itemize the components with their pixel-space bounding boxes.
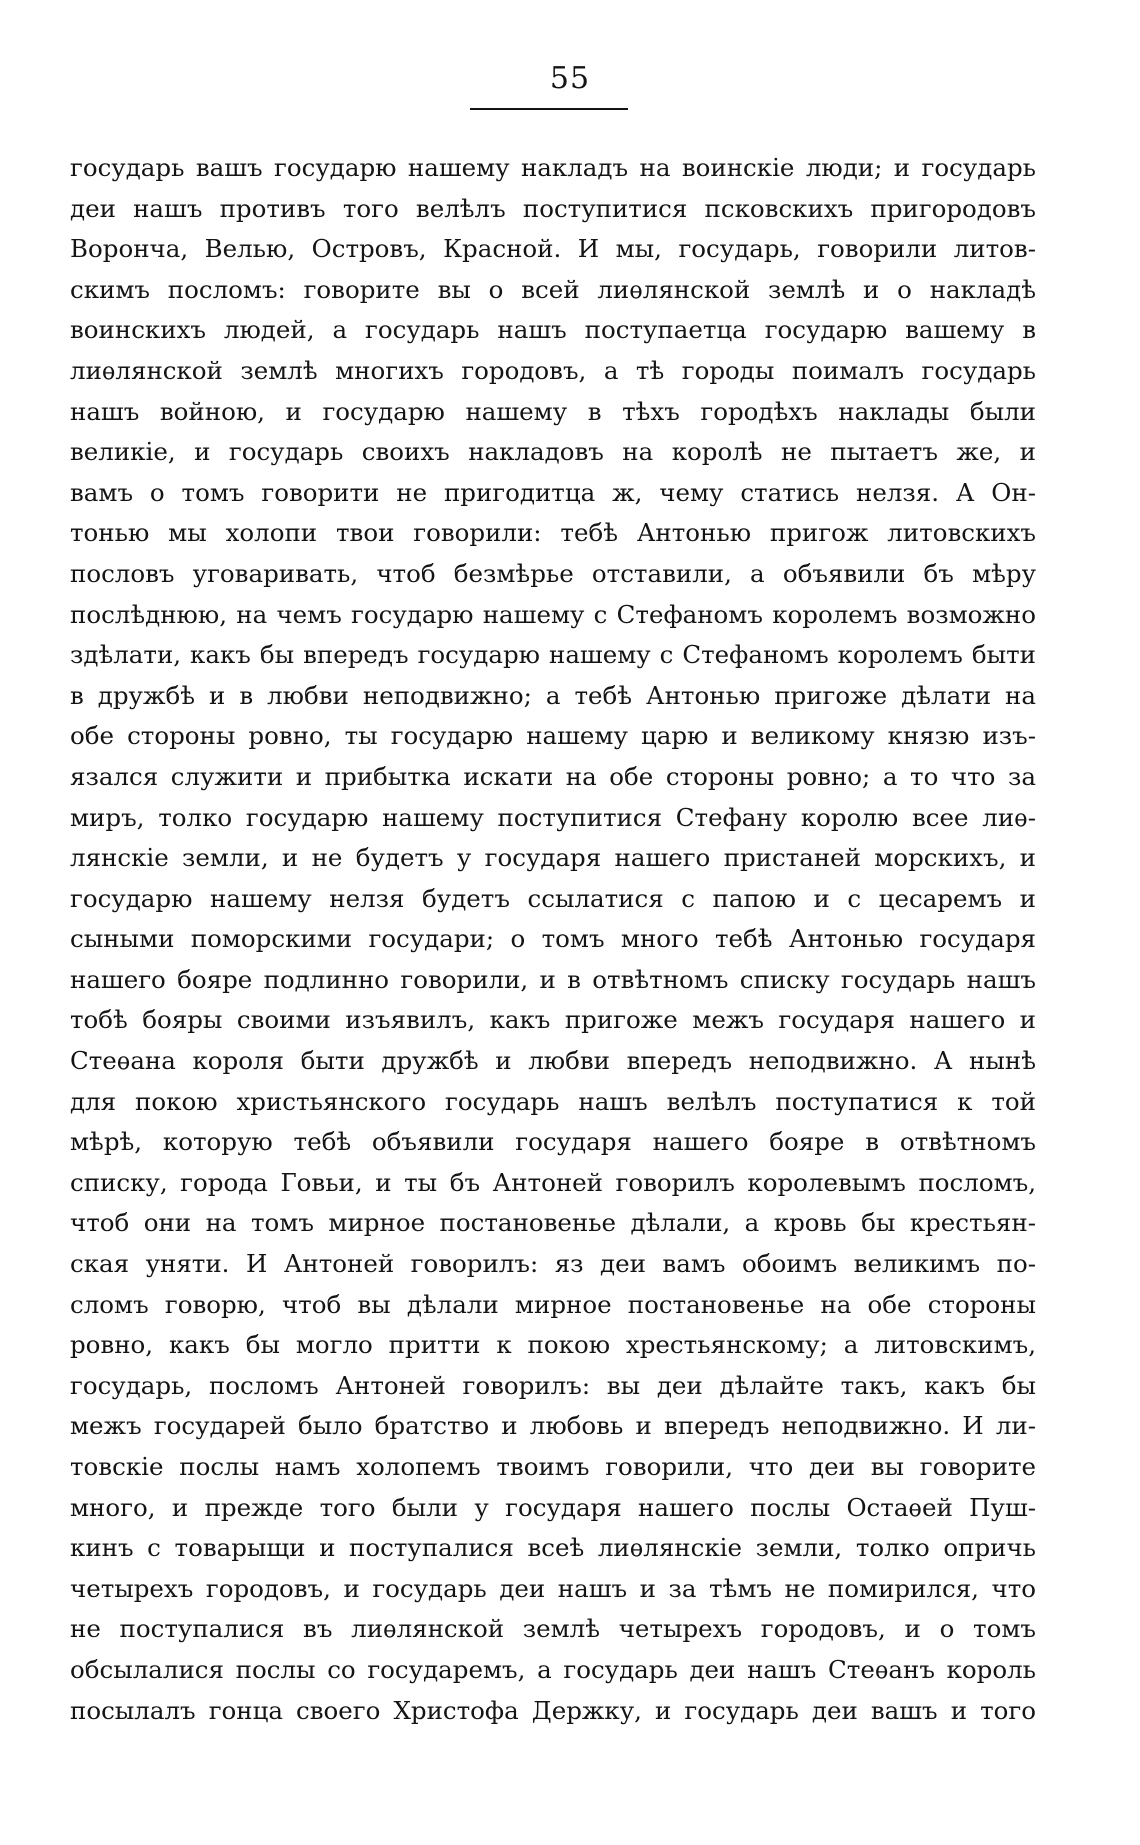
text-line: послѣднюю, на чемъ государю нашему с Стефаномъ королемъ возможно — [70, 599, 1036, 629]
text-line: великіе, и государь своихъ накладовъ на королѣ не пытаетъ же, и — [70, 437, 1036, 467]
text-line: нашъ войною, и государю нашему в тѣхъ городѣхъ наклады были — [70, 396, 1036, 426]
text-line: много, и прежде того были у государя нашего послы Остаѳей Пуш- — [70, 1492, 1036, 1522]
text-line: обсылалися послы со государемъ, а государь деи нашъ Стеѳанъ король — [70, 1654, 1036, 1684]
text-line: государь, посломъ Антоней говорилъ: вы деи дѣлайте такъ, какъ бы — [70, 1370, 1036, 1400]
text-line: лиѳлянской землѣ многихъ городовъ, а тѣ городы поималъ государь — [70, 355, 1036, 385]
text-line: ровно, какъ бы могло притти к покою хрестьянскому; а литовскимъ, — [70, 1330, 1036, 1360]
text-line: в дружбѣ и в любви неподвижно; а тебѣ Антонью пригоже дѣлати на — [70, 680, 1036, 710]
text-line: тобѣ бояры своими изъявилъ, какъ пригоже межъ государя нашего и — [70, 1005, 1036, 1035]
text-line: товскіе послы намъ холопемъ твоимъ говорили, что деи вы говорите — [70, 1452, 1036, 1481]
text-line: чтоб они на томъ мирное постановенье дѣлали, а кровь бы крестьян- — [70, 1208, 1036, 1238]
header-rule — [470, 108, 628, 110]
text-line: государю нашему нелзя будетъ ссылатися с папою и с цесаремъ и — [70, 883, 1036, 913]
text-line: миръ, толко государю нашему поступитися Стефану королю всее лиѳ- — [70, 802, 1036, 832]
text-line: сыными поморскими государи; о томъ много тебѣ Антонью государя — [70, 924, 1036, 954]
body-text — [70, 148, 1036, 1731]
text-line: обе стороны ровно, ты государю нашему царю и великому князю изъ- — [70, 721, 1036, 751]
text-line: язался служити и прибытка искати на обе стороны ровно; а то что за — [70, 761, 1036, 791]
text-line: тонью мы холопи твои говорили: тебѣ Антонью пригож литовскихъ — [70, 518, 1036, 548]
text-line: ская уняти. И Антоней говорилъ: яз деи вамъ обоимъ великимъ по- — [70, 1249, 1036, 1279]
text-line: кинъ с товарыщи и поступалися всеѣ лиѳлянскіе земли, толко опричь — [70, 1533, 1036, 1563]
text-line: лянскіе земли, и не будетъ у государя нашего пристаней морскихъ, и — [70, 843, 1036, 873]
text-line: четырехъ городовъ, и государь деи нашъ и за тѣмъ не помирился, что — [70, 1573, 1036, 1603]
text-line: нашего бояре подлинно говорили, и в отвѣтномъ списку государь нашъ — [70, 964, 1036, 994]
text-line: Воронча, Велью, Островъ, Красной. И мы, государь, говорили литов- — [70, 234, 1036, 264]
text-line: скимъ посломъ: говорите вы о всей лиѳлянской землѣ и о накладѣ — [70, 274, 1036, 304]
text-line: воинскихъ людей, а государь нашъ поступаетца государю вашему в — [70, 315, 1036, 345]
text-line: государь вашъ государю нашему накладъ на воинскіе люди; и государь — [70, 153, 1036, 182]
text-line: межъ государей было братство и любовь и впередъ неподвижно. И ли- — [70, 1411, 1036, 1441]
text-line: не поступалися въ лиѳлянской землѣ четырехъ городовъ, и о томъ — [70, 1614, 1036, 1644]
text-line: пословъ уговаривать, чтоб безмѣрье отставили, а объявили бъ мѣру — [70, 558, 1036, 588]
text-line: сломъ говорю, чтоб вы дѣлали мирное постановенье на обе стороны — [70, 1289, 1036, 1319]
text-line: посылалъ гонца своего Христофа Держку, и государь деи вашъ и того — [70, 1695, 1036, 1725]
page-number: 55 — [549, 61, 591, 96]
text-line: для покою христьянского государь нашъ велѣлъ поступатися к той — [70, 1086, 1036, 1116]
text-line: деи нашъ противъ того велѣлъ поступитися псковскихъ пригородовъ — [70, 193, 1036, 223]
text-line: здѣлати, какъ бы впередъ государю нашему с Стефаномъ королемъ быти — [70, 640, 1036, 670]
text-line: Стеѳана короля быти дружбѣ и любви впередъ неподвижно. А нынѣ — [70, 1046, 1036, 1076]
text-line: вамъ о томъ говорити не пригодитца ж, чему статись нелзя. А Он- — [70, 477, 1036, 507]
text-line: мѣрѣ, которую тебѣ объявили государя нашего бояре в отвѣтномъ — [70, 1127, 1036, 1157]
text-line: списку, города Говьи, и ты бъ Антоней говорилъ королевымъ посломъ, — [70, 1167, 1036, 1197]
